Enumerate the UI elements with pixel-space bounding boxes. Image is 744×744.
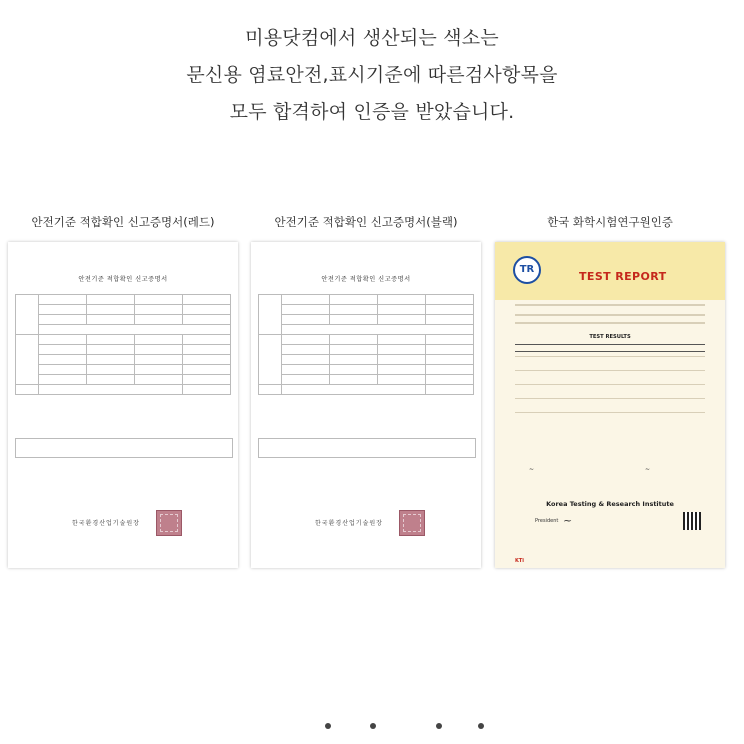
ktr-logo-icon: TR (513, 256, 541, 284)
pagination-dot-4[interactable] (478, 723, 484, 729)
report-rule (515, 370, 705, 371)
kti-footer-logo-icon: KTi (515, 558, 524, 564)
report-rule (515, 304, 705, 306)
certificate-caption-ktr: 한국 화학시험연구원인증 (547, 215, 673, 229)
report-rule (515, 314, 705, 316)
certificate-image-black[interactable] (251, 242, 481, 568)
certificate-title: 안전기준 적합확인 신고증명서 (321, 276, 411, 283)
certificate-issuer: 한국환경산업기술원장 (72, 520, 140, 527)
headline-line-1: 미용닷컴에서 생산되는 색소는 (245, 27, 499, 49)
report-rule (515, 384, 705, 385)
certificate-table (15, 294, 231, 395)
certificate-caption-black: 안전기준 적합확인 신고증명서(블랙) (274, 215, 458, 229)
pagination-dot-2[interactable] (370, 723, 376, 729)
qr-code-icon (683, 512, 701, 530)
signature-president: ~ (563, 514, 573, 527)
institute-name: Korea Testing & Research Institute (546, 500, 674, 508)
report-title: TEST REPORT (579, 270, 667, 283)
pagination-dot-1[interactable] (325, 723, 331, 729)
report-rule (515, 412, 705, 413)
certificate-image-ktr[interactable] (495, 242, 725, 568)
president-label: President (535, 518, 559, 524)
report-rule (515, 356, 705, 357)
signature-tester: ~ (529, 466, 535, 473)
report-rule (515, 322, 705, 324)
certificate-table (258, 294, 474, 395)
report-table-header (515, 344, 705, 352)
certificate-note (258, 438, 476, 458)
headline (0, 20, 744, 131)
certificate-caption-red: 안전기준 적합확인 신고증명서(레드) (31, 215, 215, 229)
seal-stamp-icon (156, 510, 182, 536)
pagination-dots (0, 723, 744, 731)
pagination-dot-3[interactable] (436, 723, 442, 729)
certificate-issuer: 한국환경산업기술원장 (315, 520, 383, 527)
certificate-title: 안전기준 적합확인 신고증명서 (78, 276, 168, 283)
headline-line-2: 문신용 염료안전,표시기준에 따른검사항목을 (186, 64, 558, 86)
certificate-image-red[interactable] (8, 242, 238, 568)
report-rule (515, 398, 705, 399)
signature-manager: ~ (645, 466, 651, 473)
seal-stamp-icon (399, 510, 425, 536)
headline-line-3: 모두 합격하여 인증을 받았습니다. (229, 101, 515, 123)
certificate-note (15, 438, 233, 458)
report-section-title: TEST RESULTS (589, 334, 631, 340)
